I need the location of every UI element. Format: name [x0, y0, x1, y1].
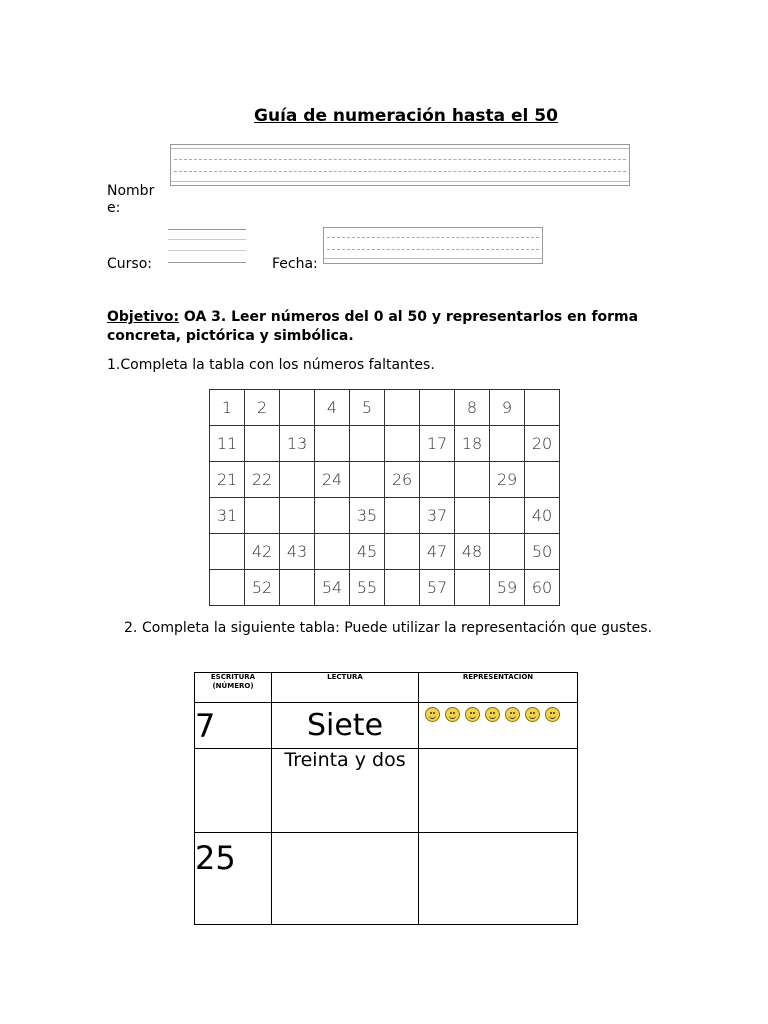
grid-row: [210, 534, 560, 570]
grid-cell: 9: [490, 390, 525, 426]
grid-cell: 60: [525, 570, 560, 606]
row2-lectura[interactable]: Treinta y dos: [272, 749, 419, 833]
grid-cell: 2: [245, 390, 280, 426]
row3-lectura[interactable]: [272, 833, 419, 925]
header-lectura: LECTURA: [272, 673, 419, 703]
smiley-icon: [525, 707, 540, 722]
question-2-number: 2.: [124, 620, 138, 636]
row2-representacion[interactable]: [419, 749, 578, 833]
grid-cell: 20: [525, 426, 560, 462]
smiley-icon: [465, 707, 480, 722]
grid-row: [210, 426, 560, 462]
grid-row: [210, 462, 560, 498]
grid-cell: 45: [350, 534, 385, 570]
grid-row: [210, 498, 560, 534]
grid-cell: 42: [245, 534, 280, 570]
curso-field[interactable]: [168, 229, 246, 265]
grid-cell: 35: [350, 498, 385, 534]
numbers-table: [209, 389, 560, 606]
grid-cell: 21: [210, 462, 245, 498]
grid-row: [210, 570, 560, 606]
grid-cell: 31: [210, 498, 245, 534]
grid-cell: 47: [420, 534, 455, 570]
grid-cell: 24: [315, 462, 350, 498]
grid-cell: 1: [210, 390, 245, 426]
row3-numero[interactable]: 25: [195, 833, 272, 925]
grid-cell: 5: [350, 390, 385, 426]
grid-cell[interactable]: [385, 498, 420, 534]
grid-cell[interactable]: [420, 462, 455, 498]
grid-cell[interactable]: [245, 426, 280, 462]
grid-cell[interactable]: [385, 426, 420, 462]
grid-cell: 59: [490, 570, 525, 606]
grid-cell[interactable]: [385, 390, 420, 426]
grid-cell: 8: [455, 390, 490, 426]
grid-cell: 29: [490, 462, 525, 498]
grid-cell[interactable]: [350, 462, 385, 498]
grid-cell: 18: [455, 426, 490, 462]
grid-cell[interactable]: [280, 462, 315, 498]
smiley-group: [419, 703, 577, 726]
grid-cell: 48: [455, 534, 490, 570]
row1-representacion[interactable]: [419, 703, 578, 749]
grid-cell[interactable]: [490, 534, 525, 570]
page-title: Guía de numeración hasta el 50: [254, 106, 558, 126]
grid-cell: 11: [210, 426, 245, 462]
grid-cell[interactable]: [280, 498, 315, 534]
grid-cell: 54: [315, 570, 350, 606]
row1-numero[interactable]: 7: [195, 703, 272, 749]
question-1-label: 1.Completa la tabla con los números faltantes.: [107, 357, 435, 373]
grid-cell[interactable]: [315, 426, 350, 462]
grid-cell: 40: [525, 498, 560, 534]
grid-cell: 26: [385, 462, 420, 498]
grid-cell[interactable]: [455, 498, 490, 534]
representation-table: [194, 672, 578, 925]
grid-cell[interactable]: [490, 498, 525, 534]
grid-cell[interactable]: [315, 498, 350, 534]
question-2-label: Completa la siguiente tabla: Puede utilizar la representación que gustes.: [142, 620, 653, 636]
header-escritura: ESCRITURA (NÚMERO): [195, 673, 272, 703]
grid-cell[interactable]: [210, 534, 245, 570]
grid-cell[interactable]: [525, 462, 560, 498]
curso-label: Curso:: [107, 256, 152, 272]
grid-cell: 17: [420, 426, 455, 462]
grid-row: [210, 390, 560, 426]
grid-cell[interactable]: [455, 462, 490, 498]
smiley-icon: [545, 707, 560, 722]
grid-cell[interactable]: [490, 426, 525, 462]
grid-cell: 50: [525, 534, 560, 570]
nombre-field[interactable]: [170, 144, 630, 186]
objective-text: OA 3. Leer números del 0 al 50 y representarlos en forma concreta, pictórica y simbólica.: [107, 309, 639, 344]
grid-cell[interactable]: [315, 534, 350, 570]
grid-cell[interactable]: [350, 426, 385, 462]
smiley-icon: [445, 707, 460, 722]
grid-cell: 52: [245, 570, 280, 606]
grid-cell: 37: [420, 498, 455, 534]
grid-cell[interactable]: [455, 570, 490, 606]
grid-cell[interactable]: [525, 390, 560, 426]
smiley-icon: [425, 707, 440, 722]
grid-cell: 43: [280, 534, 315, 570]
fecha-label: Fecha:: [272, 256, 318, 272]
row2-numero[interactable]: [195, 749, 272, 833]
objective-prefix: Objetivo:: [107, 309, 180, 325]
grid-cell[interactable]: [210, 570, 245, 606]
grid-cell[interactable]: [385, 534, 420, 570]
grid-cell: 13: [280, 426, 315, 462]
grid-cell[interactable]: [385, 570, 420, 606]
smiley-icon: [485, 707, 500, 722]
grid-cell[interactable]: [280, 390, 315, 426]
header-representacion: REPRESENTACIÓN: [419, 673, 578, 703]
row1-lectura[interactable]: Siete: [272, 703, 419, 749]
row3-representacion[interactable]: [419, 833, 578, 925]
objective: [107, 308, 687, 346]
fecha-field[interactable]: [323, 227, 543, 264]
grid-cell[interactable]: [420, 390, 455, 426]
smiley-icon: [505, 707, 520, 722]
grid-cell: 22: [245, 462, 280, 498]
grid-cell: 4: [315, 390, 350, 426]
grid-cell[interactable]: [245, 498, 280, 534]
nombre-label: Nombr e:: [107, 183, 155, 216]
grid-cell: 57: [420, 570, 455, 606]
grid-cell: 55: [350, 570, 385, 606]
grid-cell[interactable]: [280, 570, 315, 606]
